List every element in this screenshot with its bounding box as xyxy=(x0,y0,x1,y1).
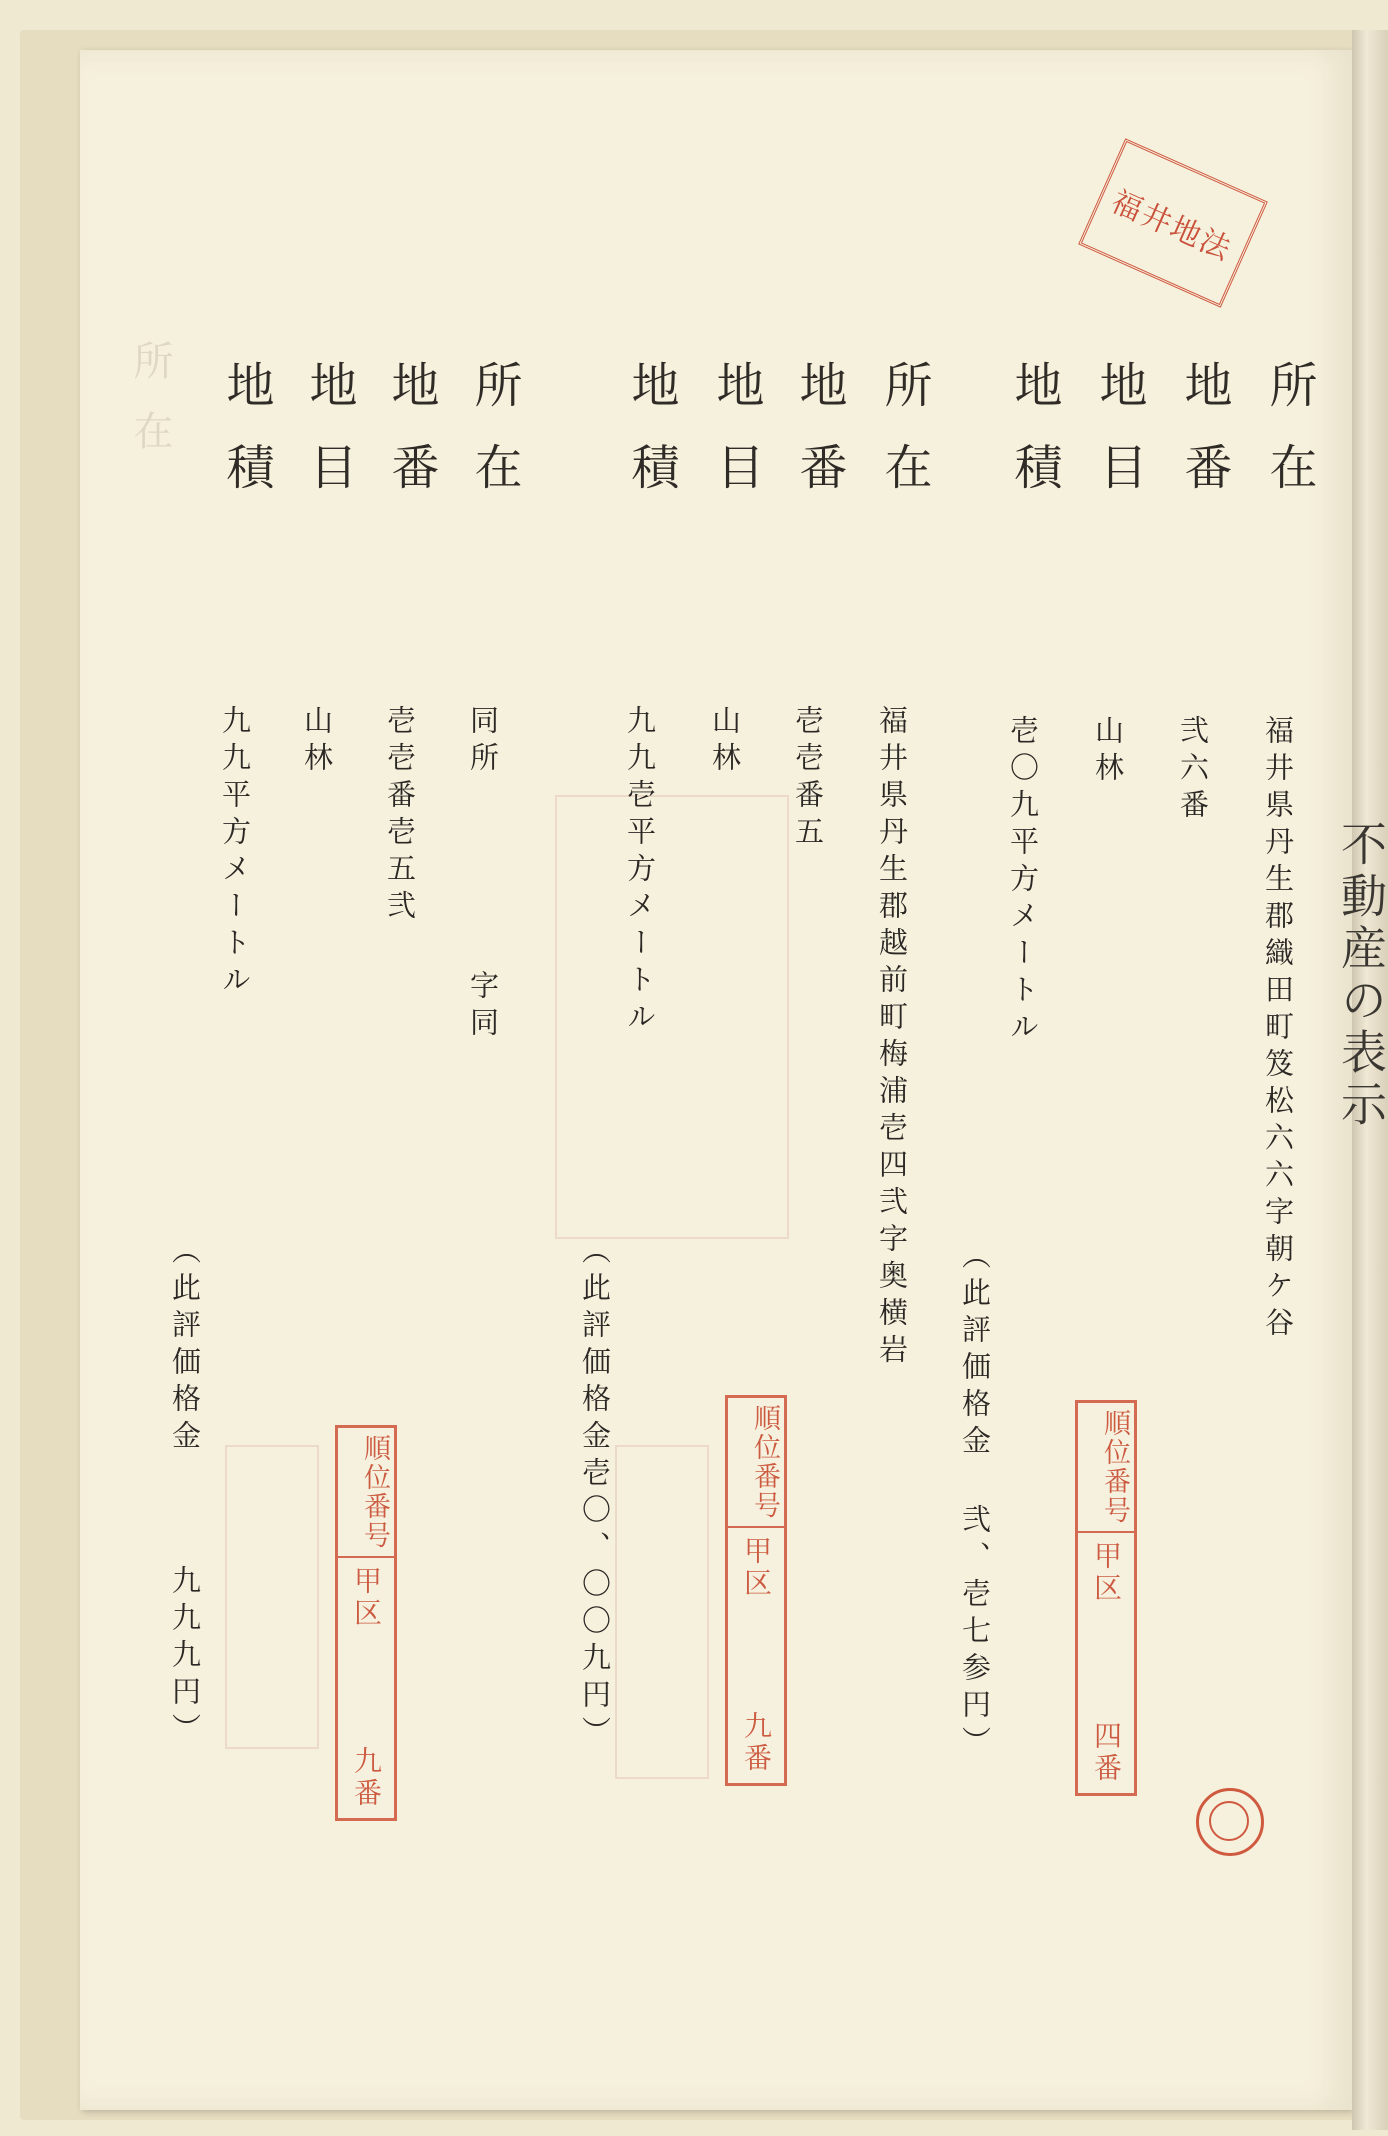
entry2-land-type: 山林 xyxy=(708,705,742,779)
header-lotnumber-1: 地番 xyxy=(383,360,439,524)
header-location-3: 所在 xyxy=(1261,360,1317,524)
header-lotnumber-2: 地番 xyxy=(791,360,847,524)
entry3-valuation-amount: 九九九円） xyxy=(168,1565,202,1750)
round-seal-mark xyxy=(1196,1788,1264,1856)
entry1-location: 福井県丹生郡織田町笈松六六字朝ケ谷 xyxy=(1261,715,1295,1344)
stamp-number: 四 xyxy=(1090,1721,1123,1753)
entry1-area: 壱〇九平方メートル xyxy=(1006,715,1040,1048)
entry3-lot-number: 壱壱番壱五弐 xyxy=(383,705,417,927)
entry1-land-type: 山林 xyxy=(1091,715,1125,789)
entry3-valuation-label: （此評価格金 xyxy=(168,1235,202,1457)
header-area-1: 地積 xyxy=(218,360,274,524)
stamp-ku: 甲区 xyxy=(740,1536,773,1600)
header-area-2: 地積 xyxy=(623,360,679,524)
stamp-ku: 甲区 xyxy=(350,1566,383,1630)
stamp-ban: 番 xyxy=(1090,1753,1123,1785)
stamp-number: 九 xyxy=(740,1711,773,1743)
header-lotnumber-3: 地番 xyxy=(1176,360,1232,524)
entry1-lot-number: 弐六番 xyxy=(1176,715,1210,826)
rank-stamp-2: 順位番号 甲区 九 番 xyxy=(725,1395,787,1786)
rank-stamp-3: 順位番号 甲区 九 番 xyxy=(335,1425,397,1821)
stamp-ban: 番 xyxy=(350,1778,383,1810)
header-landtype-2: 地目 xyxy=(708,360,764,524)
red-seal: 福井地法 xyxy=(1078,138,1268,307)
header-landtype-3: 地目 xyxy=(1091,360,1147,524)
header-location-1: 所在 xyxy=(466,360,522,524)
entry2-area: 九九壱平方メートル xyxy=(623,705,657,1038)
entry3-land-type: 山林 xyxy=(300,705,334,779)
stamp-number: 九 xyxy=(350,1746,383,1778)
show-through-text: 所在 xyxy=(127,340,173,480)
show-through-box xyxy=(225,1445,319,1749)
entry2-location: 福井県丹生郡越前町梅浦壱四弐字奥横岩 xyxy=(875,705,909,1371)
entry2-lot-number: 壱壱番五 xyxy=(791,705,825,853)
header-landtype-1: 地目 xyxy=(301,360,357,524)
entry3-location-same-place: 同所 xyxy=(466,705,500,779)
stamp-ku: 甲区 xyxy=(1090,1541,1123,1605)
stamp-ban: 番 xyxy=(740,1743,773,1775)
header-location-2: 所在 xyxy=(876,360,932,524)
show-through-box xyxy=(555,795,789,1239)
rank-stamp-1: 順位番号 甲区 四 番 xyxy=(1075,1400,1137,1796)
entry3-location-same-aza: 字同 xyxy=(466,970,500,1044)
margin-title: 不動産の表示 xyxy=(1334,820,1388,1132)
entry3-area: 九九平方メートル xyxy=(218,705,252,1001)
entry1-valuation: （此評価格金 弐、壱七参円） xyxy=(958,1240,992,1763)
entry2-valuation: （此評価格金壱〇、〇〇九円） xyxy=(578,1235,612,1753)
header-area-3: 地積 xyxy=(1006,360,1062,524)
show-through-box xyxy=(615,1445,709,1779)
